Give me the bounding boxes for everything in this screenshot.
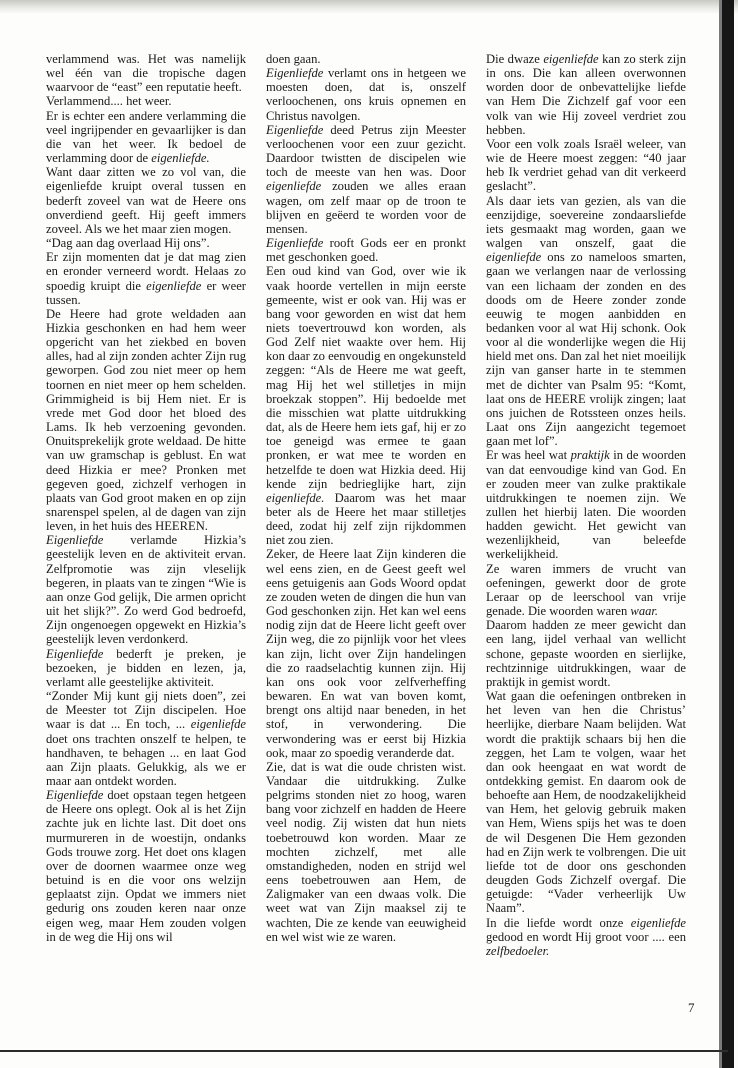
- paragraph: [266, 547, 466, 759]
- text-run: Een oud kind van God, over wie ik vaak hoorde vertellen in mijn eerste gemeente, wist er ook van. Hij was er bang voor geworden en wist dat hem niets toevertrouwd kon worden, als God Zelf niet waakte over hem. Hij kon daar zo eenvoudig en ongekunsteld zeggen: “Als de Heere me wat geeft, mag Hij het wel stilletjes in mijn broekzak stoppen”. Hij bedoelde met die misschien wat platte uitdrukking dat, als de Heere hem iets gaf, hij er zo toe geneigd was ermee te gaan pronken, er wat mee te worden en hetzelfde te doen wat Hizkia deed. Hij kende zijn bedrieglijke hart, zijn: [266, 264, 466, 491]
- italic-text-run: Eigenliefde: [46, 788, 104, 803]
- scan-top-shadow: [0, 0, 738, 14]
- italic-text-run: eigenliefde.: [266, 490, 325, 505]
- text-run: De Heere had grote weldaden aan Hizkia geschonken en had hem weer opgericht van het ziekbed en boven alles, had al zijn zonden achter Zijn rug geworpen. God zou niet meer op hem toornen en niet meer op hem schelden. Grimmigheid is bij Hem niet. Er is vrede met God door het bloed des Lams. Ik heb verzoening gevonden. Onuitsprekelijk grote weldaad. De hitte van uw gramschap is geblust. En wat deed Hizkia er mee? Pronken met gegeven goed, zichzelf verhogen in plaats van God groot maken en op zijn snarenspel spelen, al de dagen van zijn leven, in het huis des HEEREN.: [46, 306, 246, 534]
- text-run: Wat gaan die oefeningen ontbreken in het leven van hen die Christus’ heerlijke, dierbare Naam belijden. Wat wordt die praktijk schaars bij hen die zeggen, het Lam te volgen, waar het dan ook heengaat en wat wordt de ontdekking gemist. En daarom ook de behoefte aan Hem, de noodzakelijkheid van Hem, het gelovig gebruik maken van Hem, Wiens spijs het was te doen de wil Desgenen Die Hem gezonden had en Zijn werk te volbrengen. Die uit liefde tot de door ons geschonden deugden Gods Zichzelf overgaf. Die getuigde: “Vader verheerlijk Uw Naam”.: [486, 689, 686, 916]
- text-run: Er zijn momenten dat je dat mag zien en eronder verneerd wordt. Helaas zo spoedig kruipt die: [46, 250, 246, 293]
- text-run: ons zo nameloos smarten, gaan we verlangen naar de verlossing van een lichaam der zonden en des doods om de Heere zonder zonde eeuwig te mogen aanbidden en bedanken voor al wat Hij schonk. Ook voor al die wonderlijke wegen die Hij hield met ons. Dan zal het niet moeilijk zijn van ganser harte in te stemmen met de dichter van Psalm 95: “Komt, laat ons de HEERE vrolijk zingen; laat ons juichen de Rotssteen onzes heils. Laat ons Zijn aangezicht tegemoet gaan met lof”.: [486, 250, 686, 449]
- paragraph: [486, 562, 686, 619]
- text-run: zouden we alles eraan wagen, om zelf maar op de troon te blijven en geëerd te worden voor de mensen.: [266, 179, 466, 236]
- paragraph: [266, 123, 466, 236]
- text-run: “Dag aan dag overlaad Hij ons”.: [46, 236, 210, 251]
- italic-text-run: Eigenliefde: [266, 66, 324, 81]
- paragraph: [46, 307, 246, 534]
- italic-text-run: eigenliefde: [543, 52, 599, 66]
- paragraph: [486, 618, 686, 689]
- text-run: Ze waren immers de vrucht van oefeningen, gewerkt door de grote Leraar op de leerschool van vrije genade. Die woorden waren: [486, 561, 686, 619]
- text-run: rooft Gods eer en pronkt met geschonken goed.: [266, 236, 466, 265]
- text-run: gedood en wordt Hij groot voor .... een: [486, 929, 686, 944]
- italic-text-run: eigenliefde: [190, 717, 246, 732]
- italic-text-run: Eigenliefde: [46, 533, 104, 548]
- paragraph: [46, 109, 246, 166]
- paragraph: [266, 52, 466, 66]
- column-2: [266, 52, 466, 1042]
- text-run: verlamde Hizkia’s geestelijk leven en de aktiviteit ervan. Zelfpromotie was zijn vleselijk begeren, in plaats van te zingen “Wie is aan onze God gelijk, Die armen opricht uit het slijk?”. Zo werd God bedroefd, Zijn ongenoegen opgewekt en Hizkia’s geestelijk leven verdonkerd.: [46, 533, 246, 647]
- text-run: verlamt ons in hetgeen we moesten doen, dat is, onszelf verloochenen, ons kruis opnemen en Christus navolgen.: [266, 66, 466, 123]
- text-run: kan zo sterk zijn in ons. Die kan alleen overwonnen worden door de onbevattelijke liefde van Hem Die Zichzelf gaf voor een volk van wie Hij zoveel verdriet zou hebben.: [486, 52, 686, 137]
- text-columns: [46, 52, 686, 1042]
- paragraph: [46, 250, 246, 307]
- paragraph: [486, 916, 686, 958]
- text-run: “Zonder Mij kunt gij niets doen”, zei de Meester tot Zijn discipelen. Hoe waar is dat ... En toch, ...: [46, 689, 246, 732]
- paragraph: [486, 52, 686, 137]
- italic-text-run: zelfbedoeler.: [486, 943, 550, 958]
- text-run: Die dwaze: [486, 52, 544, 66]
- text-run: Zie, dat is wat die oude christen wist. Vandaar die uitdrukking. Zulke pelgrims stonden niet zo hoog, waren bang voor zichzelf en hadden de Heere veel nodig. Zij wisten dat hun niets toebetrouwd kon worden. Maar ze mochten zichzelf, met alle omstandigheden, noden en strijd wel eens toebetrouwen aan Hem, de Zaligmaker van een dwaas volk. Die weet wat van Zijn maaksel zij te wachten, Die ze kende van eeuwigheid en wel wist wie ze waren.: [266, 759, 466, 944]
- text-run: verlammend was. Het was namelijk wel één van die tropische dagen waarvoor de “east” een reputatie heeft.: [46, 52, 246, 95]
- text-run: Zeker, de Heere laat Zijn kinderen die wel eens zien, en de Geest geeft wel eens getuigenis aan Gods Woord opdat ze zouden weten de dingen die hun van God geschonken zijn. Het kan wel eens nodig zijn dat de Heere licht geeft over Zijn weg, die zo pijnlijk voor het vlees kan zijn, licht over Zijn handelingen die zo raadselachtig kunnen zijn. Hij kan ons ook voor zelfverheffing bewaren. En wat van boven komt, brengt ons altijd naar beneden, in het stof, in verwondering. Die verwondering was er eerst bij Hizkia ook, maar zo spoedig veranderde dat.: [266, 547, 466, 760]
- paragraph: [46, 52, 246, 94]
- text-run: Voor een volk zoals Israël weleer, van wie de Heere moest zeggen: “40 jaar heb Ik verdriet gehad van dit verkeerd geslacht”.: [486, 136, 686, 194]
- paragraph: [46, 647, 246, 689]
- text-run: In die liefde wordt onze: [486, 915, 631, 930]
- text-run: in de woorden van dat eenvoudige kind van God. En er zouden meer van zulke praktikale uitdrukkingen te noemen zijn. We zullen het hierbij laten. Die woorden hadden gewicht. Het gewicht van wezenlijkheid, van beleefde werkelijkheid.: [486, 448, 686, 562]
- paragraph: [46, 689, 246, 788]
- italic-text-run: Eigenliefde: [46, 646, 104, 661]
- italic-text-run: eigenliefde: [266, 179, 322, 194]
- italic-text-run: Eigenliefde: [266, 122, 324, 137]
- text-run: Er was heel wat: [486, 448, 571, 463]
- paragraph: [266, 760, 466, 944]
- italic-text-run: praktijk: [570, 448, 610, 463]
- paragraph: [46, 94, 246, 108]
- paragraph: [486, 194, 686, 449]
- paragraph: [486, 689, 686, 916]
- italic-text-run: Eigenliefde: [266, 236, 324, 251]
- column-3: [486, 52, 686, 1042]
- paragraph: [266, 236, 466, 264]
- scan-binding-shadow: [722, 0, 734, 1068]
- text-run: doet opstaan tegen hetgeen de Heere ons oplegt. Ook al is het Zijn zachte juk en lichte last. Dit doet ons murmureren in de woestijn, ondanks Gods trouwe zorg. Het doet ons klagen over de doornen waarmee onze weg betuind is en die voor ons welzijn geplaatst zijn. Opdat we immers niet gedurig ons zouden keren naar onze eigen weg, maar Hem zouden volgen in de weg die Hij ons wil: [46, 788, 246, 944]
- paragraph: [46, 165, 246, 236]
- text-run: doet ons trachten onszelf te helpen, te handhaven, te behagen ... en laat God aan Zijn plaats. Gelukkig, als we er maar aan ontdekt worden.: [46, 731, 246, 788]
- page-number: 7: [688, 1000, 695, 1015]
- paragraph: [266, 264, 466, 547]
- text-run: Verlammend.... het weer.: [46, 94, 172, 109]
- italic-text-run: waar.: [630, 604, 659, 619]
- text-run: Daarom was het maar beter als de Heere het maar stilletjes deed, zodat hij zelf zijn rijkdommen niet zou zien.: [266, 490, 466, 548]
- paragraph: [46, 533, 246, 646]
- text-run: Want daar zitten we zo vol van, die eigenliefde kruipt overal tussen en bederft zoveel van wat de Heere ons onverdiend geeft. Hij geeft immers zoveel. Als we het maar zien mogen.: [46, 165, 246, 236]
- text-run: Als daar iets van gezien, als van die eenzijdige, soevereine zondaarsliefde iets gesmaakt mag worden, gaan we walgen van onszelf, gaat die: [486, 193, 686, 251]
- italic-text-run: eigenliefde: [486, 250, 542, 265]
- text-run: er weer tussen.: [46, 278, 246, 307]
- italic-text-run: eigenliefde: [146, 278, 202, 293]
- italic-text-run: eigenliefde: [630, 915, 686, 930]
- text-run: deed Petrus zijn Meester verloochenen voor een zuur gezicht. Daardoor twistten de discipelen wie toch de meeste van hen was. Door: [266, 122, 466, 180]
- column-1: [46, 52, 246, 1042]
- paragraph: [46, 236, 246, 250]
- paragraph: [266, 66, 466, 123]
- paragraph: [46, 788, 246, 944]
- scan-bottom-edge: [0, 1050, 728, 1052]
- paragraph: [486, 137, 686, 194]
- paragraph: [486, 448, 686, 561]
- text-run: Daarom hadden ze meer gewicht dan een lang, ijdel verhaal van wellicht schone, gepaste woorden en sierlijke, rechtzinnige uitdrukkingen, waar de praktijk in gemist wordt.: [486, 618, 686, 689]
- text-run: Er is echter een andere verlamming die veel ingrijpender en gevaarlijker is dan die van het weer. Ik bedoel de verlamming door de: [46, 108, 246, 166]
- italic-text-run: eigenliefde.: [151, 151, 210, 166]
- text-run: bederft je preken, je bezoeken, je bidden en lezen, ja, verlamt alle geestelijke aktiviteit.: [46, 646, 246, 689]
- text-run: doen gaan.: [266, 52, 321, 66]
